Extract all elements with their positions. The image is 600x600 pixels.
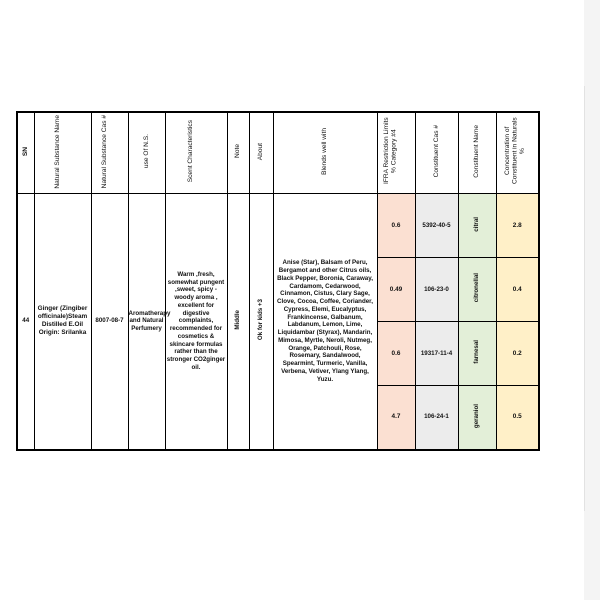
header-natural-substance-name: Natural Substance Name	[34, 112, 91, 194]
natural-substance-name-cell: Ginger (Zingiber officinale)Steam Distilled E.Oil Origin: Srilanka	[34, 194, 91, 450]
sn-cell: 44	[17, 194, 34, 450]
ifra-limit-cell: 0.6	[377, 322, 415, 386]
constituent-name-cell: geraniol	[458, 386, 496, 450]
header-ifra-limits: IFRA Restriction Limits % Category #4	[377, 112, 415, 194]
header-row	[17, 112, 539, 194]
header-about: About	[249, 112, 273, 194]
concentration-cell: 0.2	[496, 322, 539, 386]
ifra-limit-cell: 0.6	[377, 194, 415, 258]
header-use-of-ns: use Of N.S.	[128, 112, 165, 194]
header-constituent-name: Constituent Name	[458, 112, 496, 194]
ifra-limit-cell: 4.7	[377, 386, 415, 450]
header-note: Note	[227, 112, 249, 194]
header-blends-well-with: Blends well with	[273, 112, 377, 194]
blends-well-with-cell: Anise (Star), Balsam of Peru, Bergamot and other Citrus oils, Black Pepper, Boronia, Caraway, Cardamom, Cedarwood, Cinnamon, Cistus, Clary Sage, Clove, Cocoa, Coffee, Coriander, Cypress, Elemi, Eucalyptus, Frankincense, Galbanum, Labdanum, Lemon, Lime, Liquidambar (Styrax), Mandarin, Mimosa, Myrtle, Neroli, Nutmeg, Orange, Patchouli, Rose, Rosemary, Sandalwood, Spearmint, Turmeric, Vanilla, Verbena, Vetiver, Ylang Ylang, Yuzu.	[273, 194, 377, 450]
header-scent-characteristics: Scent Characteristics	[165, 112, 227, 194]
constituent-name-cell: citronellal	[458, 258, 496, 322]
constituent-name-cell: citral	[458, 194, 496, 258]
use-of-ns-cell: Aromatherapy and Natural Perfumery	[128, 194, 165, 450]
scent-characteristics-cell: Warm ,fresh, somewhat pungent ,sweet, spicy -woody aroma , excellent for digestive complaints, recommended for cosmetics & skincare formulas rather than the stronger CO2ginger oil.	[165, 194, 227, 450]
header-constituent-cas: Constituent Cas #	[415, 112, 458, 194]
constituent-cas-cell: 106-23-0	[415, 258, 458, 322]
note-cell: Middle	[227, 194, 249, 450]
constituent-cas-cell: 19317-11-4	[415, 322, 458, 386]
table-row	[17, 194, 539, 258]
constituent-cas-cell: 5392-40-5	[415, 194, 458, 258]
natural-substance-cas-cell: 8007-08-7	[91, 194, 128, 450]
header-sn: SN	[17, 112, 34, 194]
concentration-cell: 2.8	[496, 194, 539, 258]
constituent-cas-cell: 106-24-1	[415, 386, 458, 450]
substance-table	[16, 111, 540, 451]
concentration-cell: 0.4	[496, 258, 539, 322]
page-edge-strip	[584, 0, 600, 600]
header-concentration: Concentration of Constituent in Naturals %	[496, 112, 539, 194]
header-natural-substance-cas: Natural Substance Cas #	[91, 112, 128, 194]
about-cell: Ok for kids +3	[249, 194, 273, 450]
ifra-limit-cell: 0.49	[377, 258, 415, 322]
concentration-cell: 0.5	[496, 386, 539, 450]
constituent-name-cell: farnesal	[458, 322, 496, 386]
